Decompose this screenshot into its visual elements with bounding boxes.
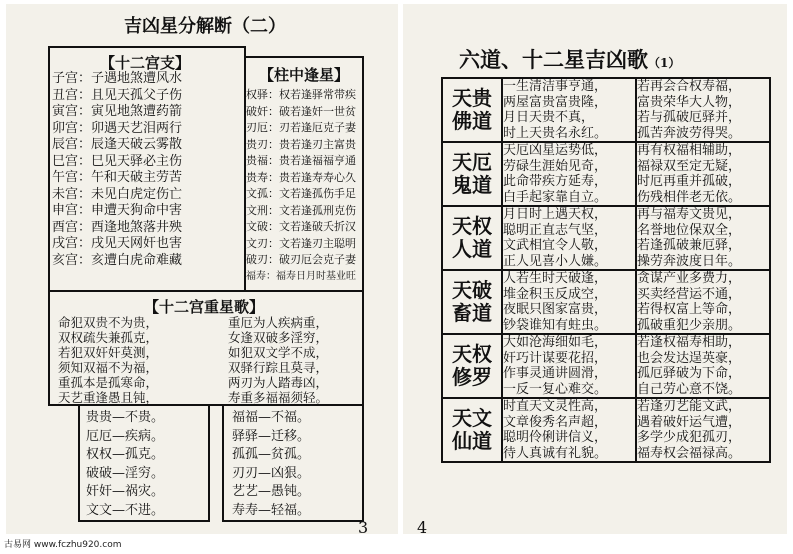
pillar-line: 文破：文若逢破夭折汉 bbox=[246, 220, 356, 233]
dao-verse-line: 若逢刃艺能文武， bbox=[637, 399, 742, 414]
dao-verse-line: 若逢权福寿相助， bbox=[637, 335, 742, 350]
pillar-line: 文刃：文若逢刃主聪明 bbox=[246, 236, 356, 250]
dao-name-cell bbox=[442, 78, 502, 142]
dao-verse-line: 时直天文灵性高， bbox=[503, 399, 608, 414]
song-verse-line: 双权疏失兼孤克， bbox=[58, 330, 159, 345]
dao-verse-line: 买卖经营运不通， bbox=[637, 286, 742, 302]
palace-line: 丑宫：且见天孤父子伤 bbox=[52, 87, 183, 103]
dao-verse-line: 人若生时天破逢， bbox=[503, 271, 608, 286]
dao-verse-line: 此命带疾方延寿， bbox=[503, 174, 608, 189]
left-page-title-text: 吉凶星分解断（二） bbox=[124, 16, 286, 37]
dao-verse-line: 若逢孤破兼厄驿， bbox=[637, 238, 742, 253]
dao-name-line: 天破 bbox=[452, 278, 492, 302]
dao-verse-line: 名誉地位保双全， bbox=[637, 222, 742, 238]
dao-name-line: 畜道 bbox=[452, 301, 492, 325]
pillar-line: 福寿：福寿日月时基业旺 bbox=[246, 270, 356, 282]
dao-verse-line: 多学少成犯孤刃， bbox=[637, 430, 742, 445]
song-verse-line: 须知双福不为福， bbox=[58, 360, 159, 375]
pillar-list bbox=[246, 87, 356, 285]
dao-verse-line: 再有权福相辅助， bbox=[637, 143, 742, 158]
palace-line: 卯宫：卯遇天艺泪两行 bbox=[52, 120, 183, 136]
dao-verse-cell bbox=[636, 270, 770, 334]
dao-verse-line: 钞袋谁知有蛀虫。 bbox=[503, 317, 608, 333]
dao-verse-line: 孤破重犯少亲朋。 bbox=[637, 317, 742, 333]
dao-verse-cell bbox=[636, 334, 770, 398]
song-verse-line: 命犯双贵不为贵， bbox=[58, 315, 159, 330]
pair-line: 刃刃—凶狠。 bbox=[232, 465, 311, 481]
pairs-list-left bbox=[86, 409, 164, 520]
dao-verse-line: 月日天贵不真， bbox=[503, 110, 595, 125]
dao-name-cell bbox=[442, 142, 502, 206]
palace-line: 申宫：申遭天狗命中害 bbox=[52, 203, 183, 218]
source-footer: 古易网 www.fczhu920.com bbox=[4, 540, 122, 550]
dao-name-line: 天贵 bbox=[452, 86, 492, 110]
six-dao-table bbox=[441, 77, 771, 463]
dao-verse-line: 时厄再重并孤破， bbox=[637, 174, 742, 189]
dao-verse-line: 文武相宜令人敬， bbox=[503, 238, 608, 253]
dao-verse-line: 孤厄驿破为下命， bbox=[637, 366, 742, 381]
dao-verse-cell bbox=[636, 142, 770, 206]
song-verse-line: 女逢双破多淫穷， bbox=[228, 330, 329, 345]
dao-verse-line: 聪明伶俐讲信义， bbox=[503, 430, 608, 445]
dao-verse-line: 一反一复心难交。 bbox=[503, 381, 608, 397]
palace-line: 戌宫：戌见天网奸也害 bbox=[52, 236, 183, 251]
pair-line: 孤孤—贫孤。 bbox=[232, 447, 311, 462]
right-page-title-text: 六道、十二星吉凶歌 bbox=[459, 47, 648, 72]
song-verse-line: 重厄为人疾病重， bbox=[228, 315, 329, 330]
dao-verse-cell bbox=[636, 398, 770, 462]
dao-verse-line: 作事灵通讲圆滑， bbox=[503, 366, 608, 381]
dao-verse-line: 白手起家靠自立。 bbox=[503, 189, 608, 205]
dao-verse-line: 再与福寿文贵见， bbox=[637, 207, 742, 222]
dao-row bbox=[442, 78, 770, 142]
pillar-line: 贵福：贵若逢福福亨通 bbox=[246, 154, 356, 167]
left-page-title bbox=[124, 12, 286, 38]
dao-verse-line: 操劳奔波度日年。 bbox=[637, 253, 742, 269]
pillar-line: 贵寿：贵若逢寿寿心久 bbox=[246, 170, 356, 184]
dao-row bbox=[442, 398, 770, 462]
pair-line: 福福—不福。 bbox=[232, 410, 311, 425]
page-number-right: 4 bbox=[417, 518, 428, 537]
right-page-title bbox=[459, 44, 680, 74]
left-page bbox=[6, 4, 398, 537]
dao-name-cell bbox=[442, 334, 502, 398]
dao-name-cell bbox=[442, 270, 502, 334]
dao-verse-line: 若与孤破厄驿并， bbox=[637, 110, 742, 125]
dao-name-line: 天厄 bbox=[452, 150, 492, 174]
pillar-section-header: 【柱中逢星】 bbox=[258, 66, 349, 84]
dao-name-line: 人道 bbox=[452, 237, 492, 261]
dao-name-line: 天权 bbox=[452, 214, 492, 238]
dao-name-line: 修罗 bbox=[452, 365, 492, 389]
palace-line: 辰宫：辰逢天破云雾散 bbox=[52, 137, 183, 152]
pillar-line: 文孤：文若逢孤伤手足 bbox=[246, 187, 356, 200]
palace-list bbox=[52, 71, 182, 269]
pillar-line: 贵刃：贵若逢刃主富贵 bbox=[246, 137, 356, 151]
dao-verse-line: 大如沧海细如毛， bbox=[503, 335, 608, 350]
dao-verse-line: 夜眠只图家富贵， bbox=[503, 302, 608, 317]
dao-name-line: 仙道 bbox=[452, 429, 492, 453]
pair-line: 驿驿—迁移。 bbox=[232, 428, 311, 444]
song-verse-line: 天艺重逢愚且钝， bbox=[58, 390, 159, 405]
dao-verse-line: 孤苦奔波劳得哭。 bbox=[637, 125, 742, 141]
pairs-list-right bbox=[232, 409, 310, 520]
pair-line: 破破—淫穷。 bbox=[86, 465, 165, 481]
pillar-line: 破奸：破若逢奸一世贫 bbox=[246, 104, 356, 118]
dao-verse-line: 天厄凶星运势低， bbox=[503, 143, 608, 158]
palace-line: 酉宫：酉逢地煞落井殃 bbox=[52, 219, 183, 235]
pair-line: 奸奸—祸灾。 bbox=[86, 484, 165, 499]
palace-line: 未宫：未见白虎定伤亡 bbox=[52, 186, 183, 202]
dao-row bbox=[442, 270, 770, 334]
dao-verse-cell bbox=[502, 334, 636, 398]
dao-name-line: 佛道 bbox=[452, 109, 492, 133]
dao-verse-line: 伤残相伴老无依。 bbox=[637, 189, 742, 205]
pillar-line: 文刑：文若逢孤刑克伤 bbox=[246, 203, 356, 217]
dao-verse-line: 福禄双至定无疑， bbox=[637, 158, 742, 174]
dao-verse-line: 若得权富上等命， bbox=[637, 302, 742, 317]
dao-verse-line: 文章俊秀名声超， bbox=[503, 414, 608, 430]
dao-verse-cell bbox=[502, 78, 636, 142]
dao-verse-cell bbox=[502, 142, 636, 206]
dao-verse-line: 富贵荣华大人物， bbox=[637, 94, 742, 110]
pair-line: 寿寿—轻福。 bbox=[232, 502, 311, 518]
song-verse-line: 双驿行踪且莫寻， bbox=[228, 360, 329, 375]
dao-verse-line: 时上天贵名永红。 bbox=[503, 125, 608, 141]
dao-row bbox=[442, 334, 770, 398]
dao-verse-cell bbox=[502, 206, 636, 270]
dao-name-line: 天权 bbox=[452, 342, 492, 366]
dao-verse-line: 堆金积玉反成空， bbox=[503, 286, 608, 302]
dao-verse-line: 自己劳心意不饶。 bbox=[637, 381, 742, 397]
pair-line: 贵贵—不贵。 bbox=[86, 410, 165, 425]
right-page-title-suffix: （1） bbox=[648, 56, 681, 70]
pillar-line: 权驿：权若逢驿常带疾 bbox=[246, 88, 356, 101]
song-verse-line: 寿重多福福须轻。 bbox=[228, 390, 329, 405]
song-verse-line: 若犯双奸奸莫测， bbox=[58, 345, 159, 360]
palace-line: 亥宫：亥遭白虎命难藏 bbox=[52, 252, 183, 268]
dao-verse-line: 劳碌生涯始见奇， bbox=[503, 158, 608, 174]
palace-line: 巳宫：巳见天驿必主伤 bbox=[52, 153, 183, 169]
song-section-header: 【十二宫重星歌】 bbox=[143, 298, 264, 316]
pair-line: 艺艺—愚钝。 bbox=[232, 484, 311, 499]
pillar-line: 刃厄：刃若逢厄克子妻 bbox=[246, 121, 356, 134]
dao-verse-line: 一生清洁事亨通， bbox=[503, 79, 608, 94]
dao-name-line: 鬼道 bbox=[452, 173, 492, 197]
palace-line: 午宫：午和天破主劳苦 bbox=[52, 170, 183, 185]
song-verse-left bbox=[58, 315, 158, 405]
song-verse-line: 如犯双文学不成， bbox=[228, 345, 329, 360]
dao-verse-line: 正人见喜小人嫌。 bbox=[503, 253, 608, 269]
dao-verse-cell bbox=[636, 206, 770, 270]
dao-row bbox=[442, 142, 770, 206]
dao-verse-line: 福寿权会福禄高。 bbox=[637, 445, 742, 461]
dao-name-cell bbox=[442, 206, 502, 270]
palace-section-header: 【十二宫支】 bbox=[99, 54, 190, 72]
dao-verse-line: 也会发达逞英豪， bbox=[637, 350, 742, 366]
pair-line: 厄厄—疾病。 bbox=[86, 428, 165, 444]
dao-verse-line: 两屋富贵富贵隆， bbox=[503, 94, 608, 110]
dao-verse-line: 月日时上遇天权， bbox=[503, 207, 608, 222]
pillar-line: 破刃：破刃厄会克子妻 bbox=[246, 253, 356, 266]
song-verse-line: 重孤本是孤寒命， bbox=[58, 375, 159, 390]
dao-name-line: 天文 bbox=[452, 406, 492, 430]
palace-line: 寅宫：寅见地煞遭药箭 bbox=[52, 104, 183, 119]
dao-verse-line: 奸巧计谋要花招， bbox=[503, 350, 608, 366]
dao-verse-line: 若再会合权寿福， bbox=[637, 79, 742, 94]
pair-line: 权权—孤克。 bbox=[86, 447, 165, 462]
dao-verse-line: 聪明正直志气坚， bbox=[503, 222, 608, 238]
page-number-left: 3 bbox=[358, 518, 369, 537]
dao-verse-line: 贪谋产业多费力， bbox=[637, 271, 742, 286]
dao-verse-cell bbox=[502, 270, 636, 334]
palace-line: 子宫：子遇地煞遭风水 bbox=[52, 71, 183, 86]
dao-name-cell bbox=[442, 398, 502, 462]
song-verse-line: 两刃为人踏毒凶， bbox=[228, 375, 329, 390]
dao-verse-line: 遇着破奸运气遭， bbox=[637, 414, 742, 430]
pair-line: 文文—不进。 bbox=[86, 502, 165, 518]
dao-verse-cell bbox=[502, 398, 636, 462]
song-verse-right bbox=[228, 315, 328, 405]
dao-row bbox=[442, 206, 770, 270]
dao-verse-line: 待人真诚有礼貌。 bbox=[503, 445, 608, 461]
dao-verse-cell bbox=[636, 78, 770, 142]
right-page bbox=[403, 4, 787, 537]
